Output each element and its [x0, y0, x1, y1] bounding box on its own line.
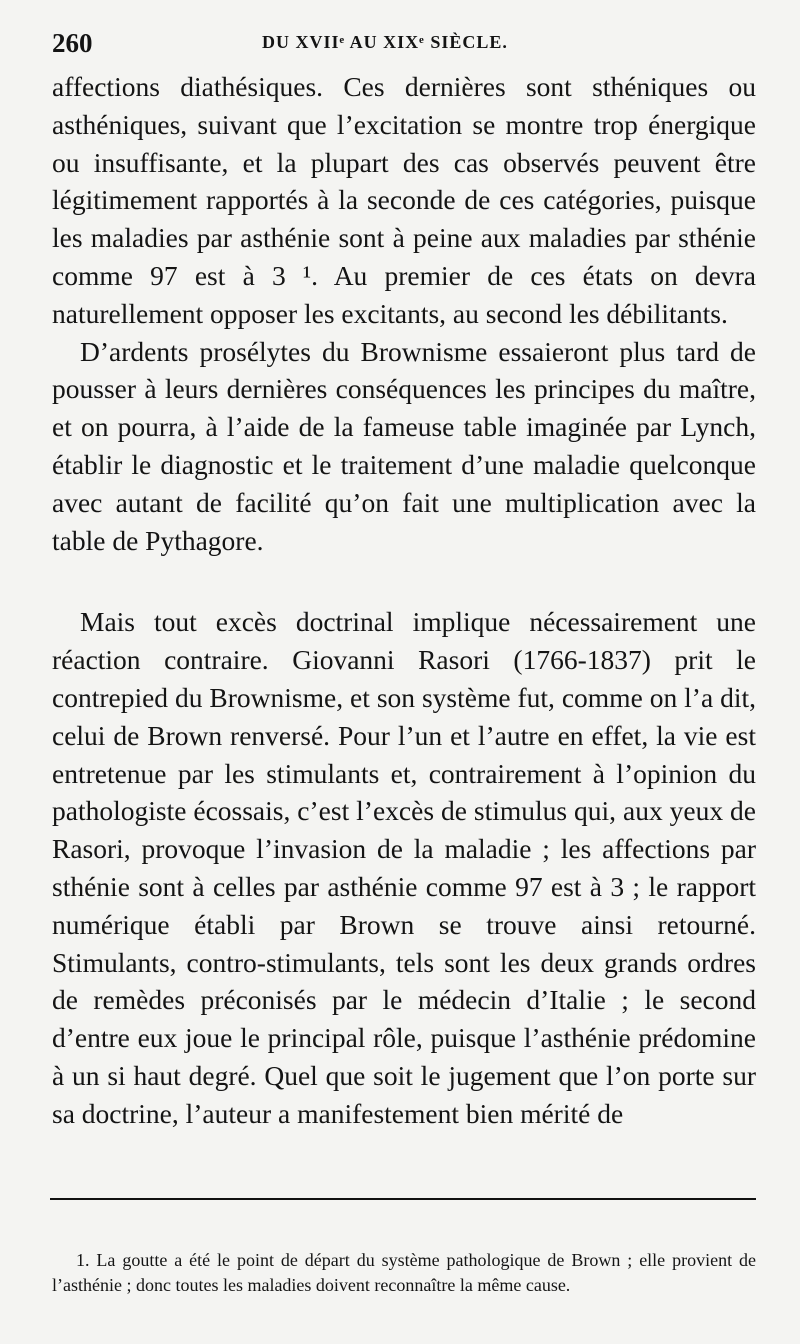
footnote: 1. La goutte a été le point de départ du système pathologique de Brown ; elle provient de l’asthénie ; donc toutes les maladies doivent reconnaître la même cause.: [52, 1250, 756, 1295]
paragraph-2: D’ardents prosélytes du Brownisme essaieront plus tard de pousser à leurs dernières conséquences les principes du maître, et on pourra, à l’aide de la fameuse table imaginée par Lynch, établir le diagnostic et le traitement d’une maladie quelconque avec autant de facilité qu’on fait une multiplication avec la table de Pythagore.: [52, 335, 756, 556]
footnote-divider: [50, 1198, 756, 1200]
paragraph-3: Mais tout excès doctrinal implique nécessairement une réaction contraire. Giovanni Rasori (1766-1837) prit le contrepied du Brownisme, et son système fut, comme on l’a dit, celui de Brown renversé. Pour l’un et l’autre en effet, la vie est entretenue par les stimulants et, contrairement à l’opinion du pathologiste écossais, c’est l’excès de stimulus qui, aux yeux de Rasori, provoque l’invasion de la maladie ; les affections par sthénie sont à celles par asthénie comme 97 est à 3 ; le rapport numérique établi par Brown se trouve ainsi retourné. Stimulants, contro-stimulants, tels sont les deux grands ordres de remèdes préconisés par le médecin d’Italie ; le second d’entre eux joue le principal rôle, puisque l’asthénie prédomine à un si haut degré. Quel que soit le jugement que l’on porte sur sa doctrine, l’auteur a manifestement bien mérité de: [52, 606, 756, 1129]
running-head: DU XVIIᵉ AU XIXᵉ SIÈCLE.: [262, 32, 508, 52]
page-number: 260: [52, 28, 93, 58]
paragraph-1: affections diathésiques. Ces dernières sont sthéniques ou asthéniques, suivant que l’excitation se montre trop énergique ou insuffisante, et la plupart des cas observés peuvent être légitimement rapportés à la seconde de ces catégories, puisque les maladies par asthénie sont à peine aux maladies par sthénie comme 97 est à 3 ¹. Au premier de ces états on devra naturellement opposer les excitants, au second les débilitants.: [52, 71, 756, 329]
page-header: [52, 22, 756, 68]
body-text: [52, 68, 756, 1133]
